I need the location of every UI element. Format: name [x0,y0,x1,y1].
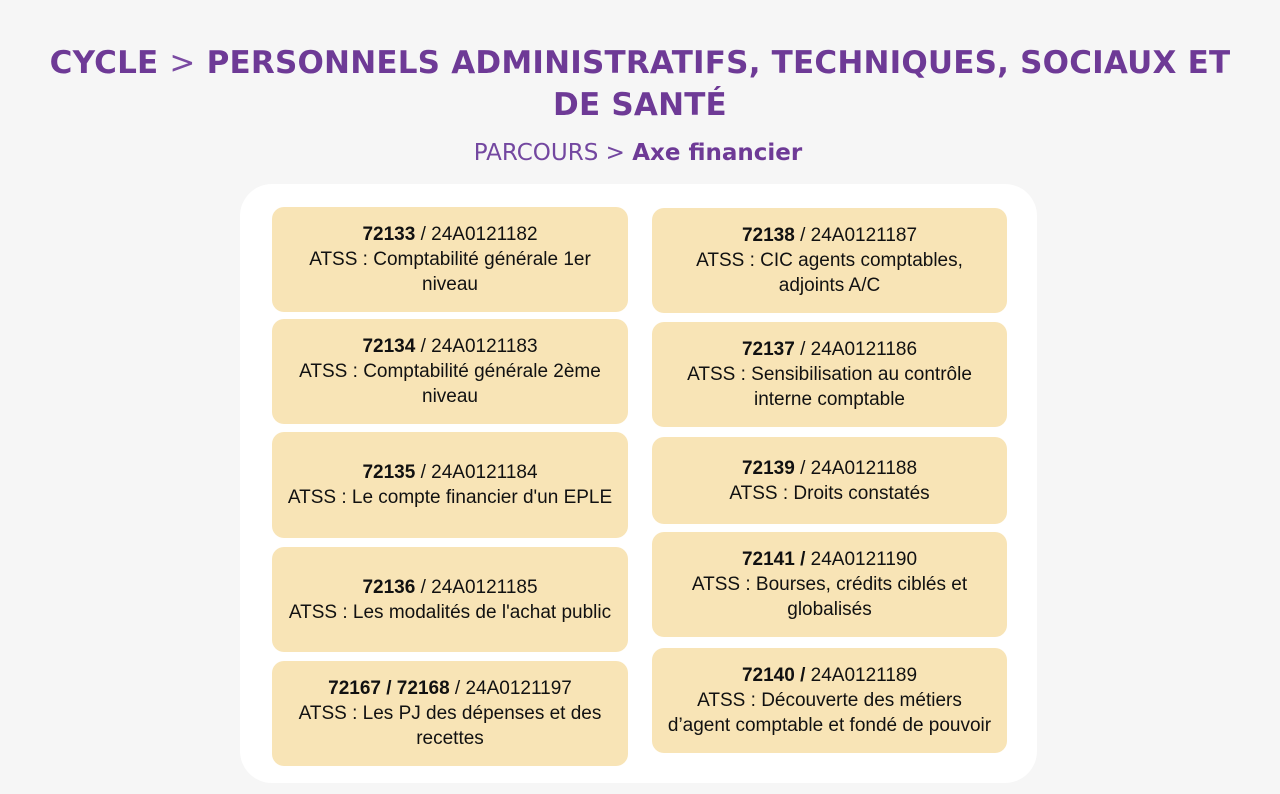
course-reference: 24A0121189 [805,665,918,686]
course-card[interactable] [652,532,1007,637]
course-description: ATSS : Bourses, crédits ciblés et globalisés [691,574,968,620]
course-reference: / 24A0121186 [794,339,918,360]
course-reference: / 24A0121184 [415,462,538,483]
parcours-label: PARCOURS [473,140,599,166]
page-title [40,42,1240,126]
course-description: ATSS : Droits constatés [729,482,930,504]
course-card[interactable] [272,207,628,312]
course-reference: 24A0121190 [805,549,918,570]
course-description: ATSS : Comptabilité générale 2ème niveau [299,361,601,407]
course-card[interactable] [272,319,628,424]
breadcrumb-separator: > [169,45,196,81]
course-description: ATSS : Comptabilité générale 1er niveau [309,249,591,295]
course-card[interactable] [272,432,628,538]
breadcrumb-separator: > [605,140,625,166]
course-code: 72141 / [741,549,806,570]
course-reference: / 24A0121188 [794,457,918,479]
course-description: ATSS : Le compte financier d'un EPLE [287,487,613,508]
parcours-subtitle [0,138,1276,168]
cycle-label: CYCLE [49,45,159,81]
course-description: ATSS : CIC agents comptables, adjoints A/C [696,250,963,296]
parcours-title: Axe financier [632,140,803,166]
course-code: 72135 [362,462,416,483]
course-code: 72140 / [741,665,806,686]
course-reference: / 24A0121197 [449,678,572,699]
course-description: ATSS : Sensibilisation au contrôle interne comptable [687,364,972,410]
course-card[interactable] [652,437,1007,524]
course-description: ATSS : Découverte des métiers d’agent comptable et fondé de pouvoir [667,690,992,736]
course-card[interactable] [652,322,1007,427]
course-reference: / 24A0121185 [415,576,538,598]
course-code: 72133 [362,224,416,245]
course-code: 72137 [741,339,795,360]
course-card[interactable] [652,208,1007,313]
course-code: 72167 / 72168 [328,678,450,699]
course-code: 72136 [362,576,416,598]
course-card[interactable] [272,547,628,652]
course-reference: / 24A0121182 [415,224,538,245]
course-description: ATSS : Les PJ des dépenses et des recettes [298,703,602,749]
course-code: 72134 [362,336,416,357]
course-card[interactable] [272,661,628,766]
course-reference: / 24A0121183 [415,336,538,357]
course-reference: / 24A0121187 [794,225,918,246]
course-card[interactable] [652,648,1007,753]
course-code: 72139 [741,457,795,479]
course-code: 72138 [741,225,795,246]
course-description: ATSS : Les modalités de l'achat public [288,601,612,623]
cycle-title: PERSONNELS ADMINISTRATIFS, TECHNIQUES, SOCIAUX ET DE SANTÉ [206,45,1231,123]
